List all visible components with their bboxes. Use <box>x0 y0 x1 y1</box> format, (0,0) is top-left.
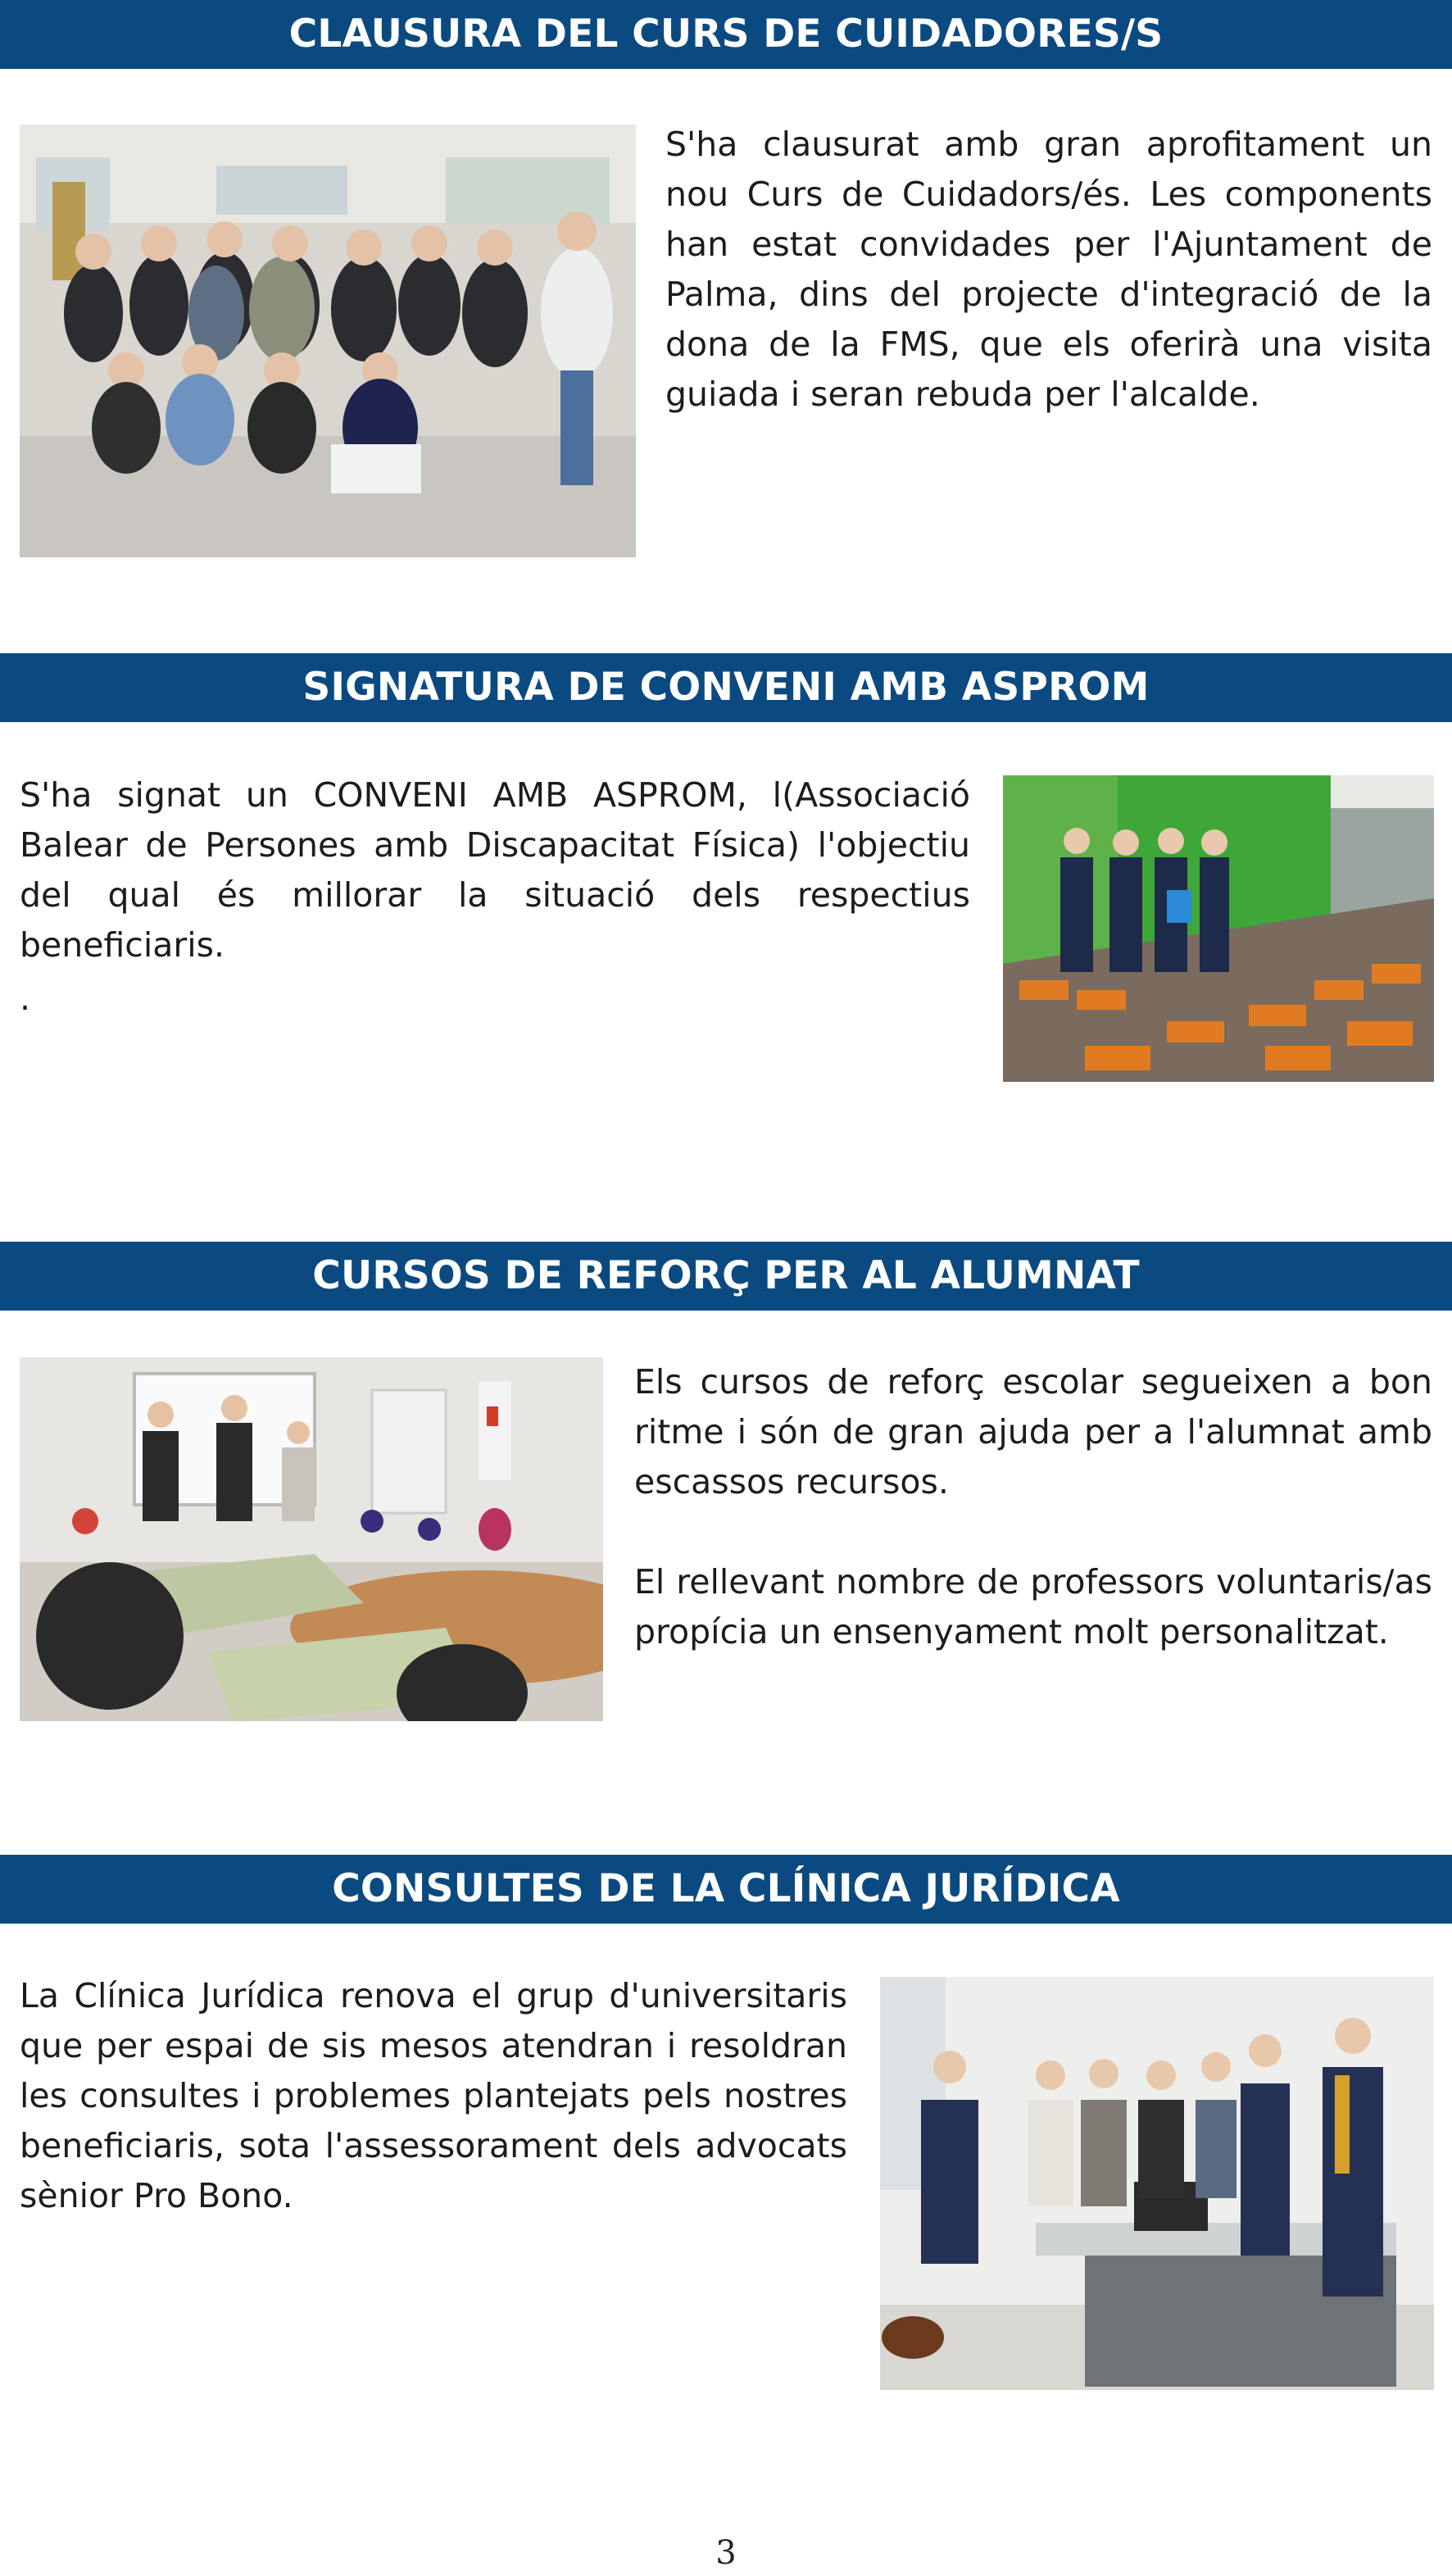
asprom-signing-photo <box>1003 775 1434 1082</box>
page-number: 3 <box>715 2534 737 2572</box>
section-2-text: S'ha signat un CONVENI AMB ASPROM, l(Associació Balear de Persones amb Discapacitat Física) l'objectiu del qual és millorar la situació dels respectius beneficiaris. <box>20 775 970 965</box>
legal-clinic-photo <box>880 1977 1434 2390</box>
section-3-title: CURSOS DE REFORÇ PER AL ALUMNAT <box>0 1242 1452 1311</box>
section-3-text-1: Els cursos de reforç escolar segueixen a bon ritme i són de gran ajuda per a l'alumnat amb escassos recursos. <box>634 1362 1432 1502</box>
section-2-title: SIGNATURA DE CONVENI AMB ASPROM <box>0 653 1452 722</box>
section-4-text: La Clínica Jurídica renova el grup d'universitaris que per espai de sis mesos atendran i resoldran les consultes i problemes plantejats pels nostres beneficiaris, sota l'assessorament dels advocats sènior Pro Bono. <box>20 1976 847 2215</box>
section-2-text-dot: . <box>20 979 31 1018</box>
tutoring-classroom-photo <box>20 1357 603 1721</box>
caregivers-group-photo <box>20 125 636 557</box>
section-4-title: CONSULTES DE LA CLÍNICA JURÍDICA <box>0 1855 1452 1924</box>
section-1-text: S'ha clausurat amb gran aprofitament un nou Curs de Cuidadors/és. Les components han estat convidades per l'Ajuntament de Palma, dins del projecte d'integració de la dona de la FMS, que els oferirà una visita guiada i seran rebuda per l'alcalde. <box>665 125 1432 414</box>
section-3-text-2: El rellevant nombre de professors voluntaris/as propícia un ensenyament molt personalitzat. <box>634 1562 1432 1651</box>
section-1-title: CLAUSURA DEL CURS DE CUIDADORES/S <box>0 0 1452 69</box>
